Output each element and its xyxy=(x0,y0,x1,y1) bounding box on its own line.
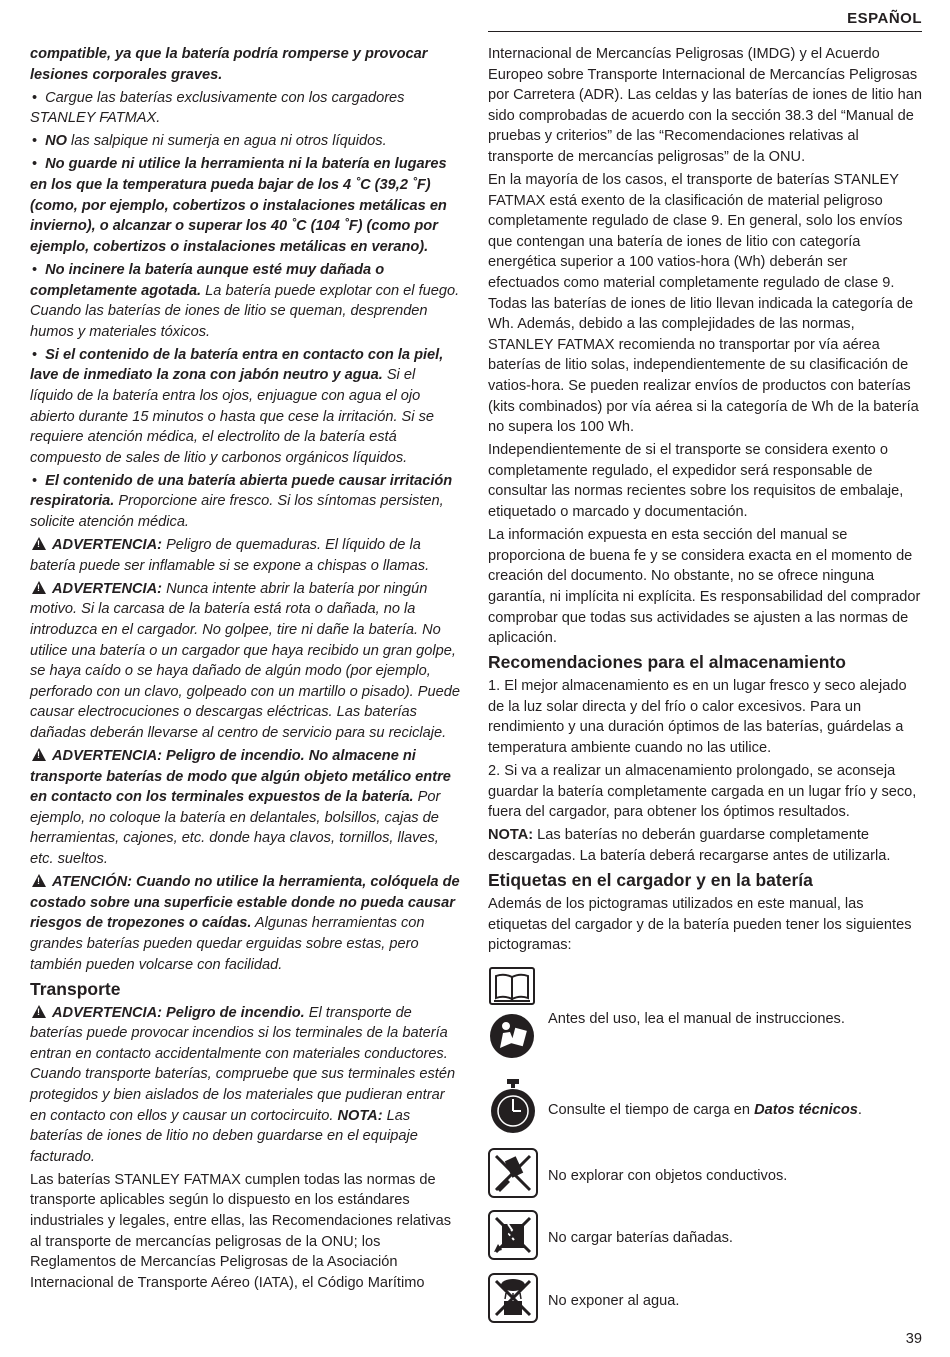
pictogram-icons xyxy=(488,966,538,1073)
strong-text: Datos técnicos xyxy=(754,1101,858,1118)
warning-icon xyxy=(32,537,46,550)
strong-text: ADVERTENCIA: xyxy=(52,580,163,597)
text: Las baterías de iones de litio no deben guardarse en el equipaje facturado. xyxy=(30,1107,418,1165)
left-column xyxy=(30,44,460,1296)
text: Las baterías no deberán guardarse completamente descargadas. La batería deberá recargarse antes de utilizarla. xyxy=(488,827,891,864)
bullet-item: • No guarde ni utilice la herramienta ni la batería en lugares en los que la temperatura pueda bajar de los 4 ˚C (39,2 ˚F) (como, por ejemplo, cobertizos o instalaciones metálicas en invierno), o alcanzar o superar los 40 ˚C (104 ˚F) (como por ejemplo, cobertizos o instalaciones metálicas en verano). xyxy=(30,154,460,257)
list-item: 2. Si va a realizar un almacenamiento prolongado, se aconseja guardar la batería completamente cargada en un lugar frío y seco, fuera del cargador, para obtener los óptimos resultados. xyxy=(488,763,917,821)
pictogram-icons xyxy=(488,1148,538,1205)
text: las salpique ni sumerja en agua ni otros líquidos. xyxy=(67,133,387,150)
manual-book-icon xyxy=(488,966,538,1066)
paragraph: Además de los pictogramas utilizados en este manual, las etiquetas del cargador y de la batería pueden tener los siguientes pictogramas: xyxy=(488,896,912,954)
text: Si el líquido de la batería entra los ojos, enjuague con agua el ojo abierto durante 15 minutos o hasta que cese la irritación. Si se requiere atención médica, el electrolito de la batería está compuesto de sales de litio y carbonos orgánicos líquidos. xyxy=(30,367,434,466)
strong-text: No incinere la batería aunque esté muy dañada o completamente agotada. xyxy=(30,261,385,299)
strong-text: NO xyxy=(45,133,67,150)
section-heading-labels: Etiquetas en el cargador y en la batería xyxy=(488,870,813,891)
pictogram-row xyxy=(488,1148,922,1205)
warning-icon xyxy=(32,581,46,594)
text: Por ejemplo, no coloque la batería en delantales, bolsillos, cajas de herramientas, cajones, etc. donde haya clavos, tornillos, llaves, etc. sueltos. xyxy=(30,789,441,868)
paragraph: La información expuesta en esta sección del manual se proporciona de buena fe y se considera exacta en el momento de creación del documento. No obstante, no se ofrece ninguna garantía, ni implícita ni explícita. Es responsabilidad del comprador comprobar que todas sus actividades se ajusten a las normas de aplicación. xyxy=(488,527,921,647)
strong-text: NOTA: xyxy=(337,1107,383,1124)
no-damaged-battery-icon xyxy=(488,1210,538,1260)
warning-icon xyxy=(32,874,46,887)
section-heading-transport: Transporte xyxy=(30,978,121,999)
bullet-item xyxy=(30,131,460,152)
strong-text: NOTA: xyxy=(488,827,534,844)
strong-text: El contenido de una batería abierta puede causar irritación respiratoria. xyxy=(30,472,453,510)
text: Algunas herramientas con grandes baterías pueden quedar erguidas sobre estas, pero también pueden volcarse con facilidad. xyxy=(30,915,425,973)
text: El transporte de baterías puede provocar incendios si los terminales de la batería entran en contacto accidentalmente con materiales conductores. Cuando transporte baterías, compruebe que sus terminales estén protegidos y bien aislados de los materiales que pudieran entrar en contacto con ellos y causar un cortocircuito. xyxy=(30,1004,456,1124)
paragraph: compatible, ya que la batería podría romperse y provocar lesiones corporales graves. xyxy=(30,46,428,83)
language-label: ESPAÑOL xyxy=(847,10,922,27)
text: . xyxy=(857,1101,862,1118)
pictogram-label: No cargar baterías dañadas. xyxy=(548,1230,733,1247)
paragraph: En la mayoría de los casos, el transporte de baterías STANLEY FATMAX está exento de la clasificación de material peligroso completamente regulado de clase 9. En general, solo los envíos que contengan una batería de iones de litio con categoría energética superior a 100 vatios-hora (Wh) deberán ser efectuados como material completamente regulado de clase 9. Todas las baterías de iones de litio llevan indicada la categoría de Wh. Además, debido a las complejidades de las normas, STANLEY FATMAX recomienda no transportar por vía aérea baterías de litio solas, independientemente de su clasificación de vatios-hora. Se pueden realizar envíos de productos con baterías (kits combinados) por vía aérea si la categoría de Wh de la batería no supera los 100 Wh. xyxy=(488,172,919,436)
no-water-icon xyxy=(488,1273,538,1323)
warning-paragraph xyxy=(30,579,460,744)
pictogram-row xyxy=(488,1079,922,1142)
note-paragraph xyxy=(488,825,922,866)
bullet-item xyxy=(30,471,460,533)
pictogram-row xyxy=(488,1210,922,1267)
pictogram-label xyxy=(548,1100,862,1121)
stopwatch-icon xyxy=(488,1079,538,1135)
text: Proporcione aire fresco. Si los síntomas persisten, solicite atención médica. xyxy=(30,493,444,531)
text: Consulte el tiempo de carga en xyxy=(548,1101,755,1118)
section-heading-storage: Recomendaciones para el almacenamiento xyxy=(488,652,846,673)
strong-text: ATENCIÓN: Cuando no utilice la herramienta, colóquela de costado sobre una superficie estable donde no pueda causar riesgos de tropezones o caídas. xyxy=(30,874,460,932)
pictogram-icons xyxy=(488,1273,538,1330)
strong-text: ADVERTENCIA: Peligro de incendio. No almacene ni transporte baterías de modo que algún objeto metálico entre en contacto con los terminales expuestos de la batería. xyxy=(30,748,451,806)
strong-text: ADVERTENCIA: xyxy=(52,537,163,554)
pictogram-icons xyxy=(488,1079,538,1142)
paragraph: Las baterías STANLEY FATMAX cumplen todas las normas de transporte aplicables según lo dispuesto en los estándares industriales y legales, entre ellas, las Recomendaciones relativas al transporte de mercancías peligrosas de la ONU; los Reglamentos de Mercancías Peligrosas de la Asociación Internacional de Transporte Aéreo (IATA), el Código Marítimo xyxy=(30,1171,452,1291)
warning-paragraph xyxy=(30,746,460,870)
warning-icon xyxy=(32,748,46,761)
pictogram-icons xyxy=(488,1210,538,1267)
paragraph: Independientemente de si el transporte se considera exento o completamente regulado, el expedidor será responsable de consultar las normas recientes sobre los requisitos de embalaje, etiquetado o marcado y documentación. xyxy=(488,442,904,521)
warning-paragraph xyxy=(30,535,460,576)
pictogram-label: Antes del uso, lea el manual de instrucciones. xyxy=(548,1011,845,1028)
bullet-item xyxy=(30,345,460,469)
text: La batería puede explotar con el fuego. Cuando las baterías de iones de litio se queman, desprenden humos y materiales tóxicos. xyxy=(30,282,460,340)
text: Peligro de quemaduras. El líquido de la batería puede ser inflamable si se expone a chispas o llamas. xyxy=(30,537,430,574)
strong-text: ADVERTENCIA: Peligro de incendio. xyxy=(52,1004,305,1021)
warning-paragraph xyxy=(30,872,460,975)
paragraph: Internacional de Mercancías Peligrosas (IMDG) y el Acuerdo Europeo sobre Transporte Internacional de Mercancías Peligrosas por Carretera (ADR). Las celdas y las baterías de iones de litio han sido comprobadas de acuerdo con la sección 38.3 del “Manual de pruebas y criterios” de las “Recomendaciones relativas al transporte de mercancías peligrosas” de la ONU. xyxy=(488,46,922,165)
text: Nunca intente abrir la batería por ningún motivo. Si la carcasa de la batería está rota o dañada, no la introduzca en el cargador. No golpee, tire ni dañe la batería. No utilice una batería o un cargador que haya recibido un gran golpe, se haya caído o se haya dañado de algún modo (por ejemplo, perforado con un clavo, golpeado con un martillo o pisado). Puede causar electrocuciones o descargas eléctricas. Las baterías dañadas deberán llevarse al centro de servicio para su reciclaje. xyxy=(30,580,460,741)
strong-text: Si el contenido de la batería entra en contacto con la piel, lave de inmediato la zona con jabón neutro y agua. xyxy=(30,346,444,384)
warning-icon xyxy=(32,1005,46,1018)
right-column xyxy=(488,44,922,1335)
warning-paragraph xyxy=(30,1003,460,1168)
pictogram-row xyxy=(488,966,922,1073)
no-conductive-objects-icon xyxy=(488,1148,538,1198)
page-number: 39 xyxy=(905,1331,922,1347)
pictogram-row xyxy=(488,1273,922,1330)
bullet-item: • Cargue las baterías exclusivamente con los cargadores STANLEY FATMAX. xyxy=(30,88,460,129)
list-item: 1. El mejor almacenamiento es en un lugar fresco y seco alejado de la luz solar directa y del frío o calor excesivos. Para un rendimiento y una duración óptimos de las baterías, guárdelas a temperatura ambiente cuando no las utilice. xyxy=(488,678,907,756)
bullet-item xyxy=(30,260,460,342)
pictogram-label: No exponer al agua. xyxy=(548,1292,680,1309)
pictogram-label: No explorar con objetos conductivos. xyxy=(548,1167,788,1184)
header-rule xyxy=(488,31,922,32)
